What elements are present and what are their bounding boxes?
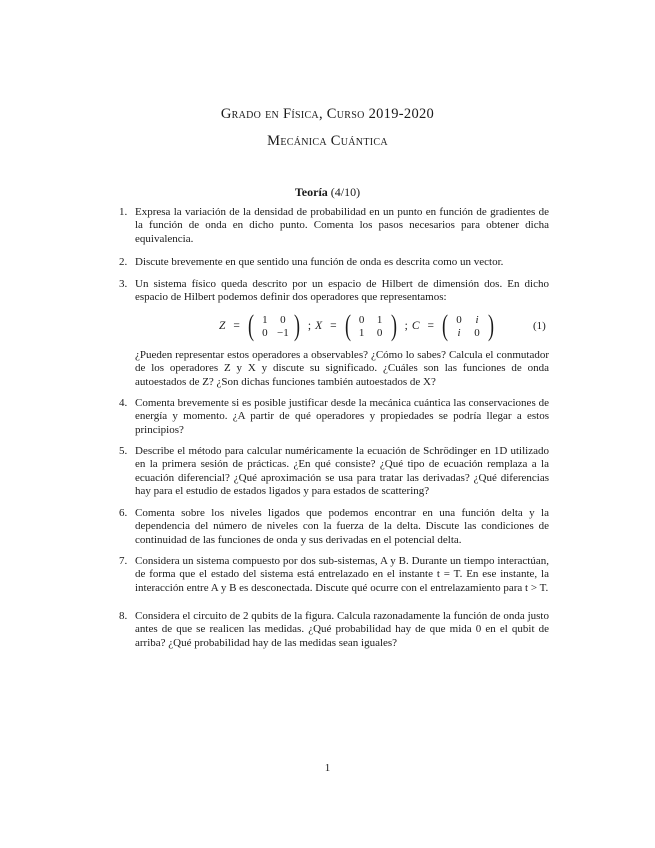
question-3-continued <box>119 349 549 389</box>
question-number: 5. <box>119 445 128 457</box>
question-number: 7. <box>119 555 128 567</box>
question-8 <box>119 610 549 650</box>
matrix-cell: 0 <box>358 313 365 326</box>
question-1 <box>119 206 549 246</box>
equation-number: (1) <box>533 320 546 332</box>
equals-sign: = <box>330 320 337 332</box>
question-text: Considera un sistema compuesto por dos sub-sistemas, A y B. Durante un tiempo interactúan, de forma que el estado del sistema está entrelazado en el instante t = T. En ese instante, la interacción entre A y B es desconectada. Discute qué ocurre con el entrelazamiento para t > T. <box>135 555 549 594</box>
section-heading <box>0 185 655 200</box>
x-matrix <box>343 311 399 341</box>
section-score: (4/10) <box>330 185 361 199</box>
c-label: C <box>411 320 420 332</box>
matrix-cell: 1 <box>358 326 365 339</box>
question-text: Comenta brevemente si es posible justificar desde la mecánica cuántica las conservaciones de energía y momento. ¿A partir de qué operadores y propiedades se podría llegar a estos principios? <box>135 397 549 436</box>
z-matrix <box>246 311 302 341</box>
course-title: Grado en Física, Curso 2019-2020 <box>220 106 435 122</box>
separator: ; <box>404 320 408 332</box>
right-paren: ) <box>390 309 397 342</box>
matrix-cell: 0 <box>262 326 268 339</box>
matrix-cell: 0 <box>474 326 480 339</box>
matrix-cell: i <box>475 313 479 326</box>
subject-title: Mecánica Cuántica <box>267 133 388 149</box>
right-paren: ) <box>488 309 495 342</box>
question-text: ¿Pueden representar estos operadores a observables? ¿Cómo lo sabes? Calcula el conmutador de los operadores Z y X y discute su significado. ¿Cuáles son las funciones de onda autoestados de Z? ¿Son dichas funciones también autoestados de X? <box>135 349 549 388</box>
operator-equation <box>219 311 498 341</box>
x-label: X <box>315 320 323 332</box>
left-paren: ( <box>442 309 449 342</box>
matrix-cell: 1 <box>376 313 383 326</box>
question-3 <box>119 278 549 305</box>
question-text: Expresa la variación de la densidad de probabilidad en un punto en función de gradientes de la función de onda en dicho punto. Comenta los pasos necesarios para obtener dicha equivalencia. <box>135 206 549 245</box>
question-5 <box>119 445 549 499</box>
question-text: Discute brevemente en que sentido una función de onda es descrita como un vector. <box>135 256 504 268</box>
question-number: 8. <box>119 610 128 622</box>
equals-sign: = <box>233 320 240 332</box>
left-paren: ( <box>344 309 351 342</box>
question-6 <box>119 507 549 547</box>
separator: ; <box>307 320 312 332</box>
question-2 <box>119 256 549 269</box>
section-title: Teoría <box>294 185 328 199</box>
matrix-cell: 1 <box>262 313 268 326</box>
left-paren: ( <box>247 309 254 342</box>
c-matrix <box>440 311 496 341</box>
question-7 <box>119 555 549 595</box>
question-text: Considera el circuito de 2 qubits de la figura. Calcula razonadamente la función de onda justo antes de que se realicen las medidas. ¿Qué probabilidad hay de que mida 0 en el qubit de arriba? ¿Qué probabilidad hay de las medidas sean iguales? <box>135 610 549 649</box>
question-number: 1. <box>119 206 128 218</box>
question-number: 6. <box>119 507 128 519</box>
question-text: Un sistema físico queda descrito por un espacio de Hilbert de dimensión dos. En dicho espacio de Hilbert podemos definir dos operadores que representamos: <box>135 278 549 304</box>
matrix-cell: 0 <box>456 313 462 326</box>
question-4 <box>119 397 549 437</box>
z-label: Z <box>219 320 226 332</box>
matrix-cell: 0 <box>376 326 383 339</box>
question-number: 3. <box>119 278 128 290</box>
right-paren: ) <box>293 309 300 342</box>
matrix-cell: 0 <box>280 313 286 326</box>
question-number: 2. <box>119 256 128 268</box>
matrix-cell: −1 <box>277 326 289 339</box>
equals-sign: = <box>427 320 435 332</box>
question-number: 4. <box>119 397 128 409</box>
page-number: 1 <box>324 762 331 774</box>
matrix-cell: i <box>457 326 461 339</box>
question-text: Describe el método para calcular numéricamente la ecuación de Schrödinger en 1D utilizado en la primera sesión de prácticas. ¿En qué consiste? ¿Qué tipo de ecuación remplaza a la ecuación diferencial? ¿Qué aproximación se usa para tratar las derivadas? ¿Qué diferencias hay para el estudio de estados ligados y para estados de scattering? <box>135 445 549 498</box>
question-text: Comenta sobre los niveles ligados que podemos encontrar en una función delta y la dependencia del número de niveles con la fuerza de la delta. Discute las condiciones de continuidad de las funciones de onda y sus derivadas en el potencial delta. <box>135 507 549 546</box>
